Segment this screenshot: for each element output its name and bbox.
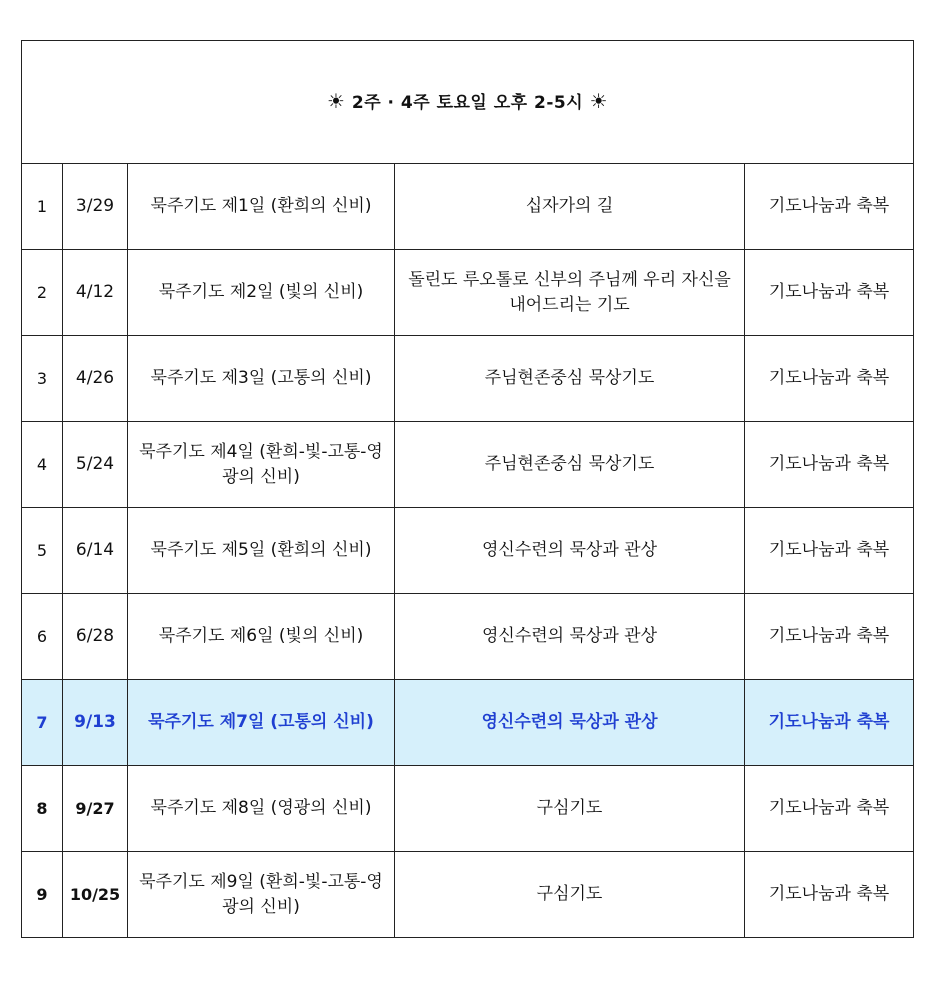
closing-cell: 기도나눔과 축복	[745, 164, 914, 250]
rosary-cell: 묵주기도 제3일 (고통의 신비)	[128, 336, 395, 422]
table-row	[22, 594, 914, 680]
closing-cell: 기도나눔과 축복	[745, 594, 914, 680]
table-row	[22, 422, 914, 508]
program-cell: 영신수련의 묵상과 관상	[395, 680, 745, 766]
program-cell: 주님현존중심 묵상기도	[395, 422, 745, 508]
session-number: 1	[22, 164, 63, 250]
session-date: 9/13	[63, 680, 128, 766]
closing-cell: 기도나눔과 축복	[745, 422, 914, 508]
session-number: 3	[22, 336, 63, 422]
session-date: 6/14	[63, 508, 128, 594]
sun-icon: ☀	[327, 88, 346, 113]
session-number: 7	[22, 680, 63, 766]
rosary-cell: 묵주기도 제6일 (빛의 신비)	[128, 594, 395, 680]
program-cell: 구심기도	[395, 766, 745, 852]
session-date: 4/12	[63, 250, 128, 336]
program-cell: 구심기도	[395, 852, 745, 938]
program-cell: 영신수련의 묵상과 관상	[395, 594, 745, 680]
program-cell: 돌린도 루오톨로 신부의 주님께 우리 자신을 내어드리는 기도	[395, 250, 745, 336]
program-cell: 십자가의 길	[395, 164, 745, 250]
closing-cell: 기도나눔과 축복	[745, 852, 914, 938]
rosary-cell: 묵주기도 제1일 (환희의 신비)	[128, 164, 395, 250]
table-row	[22, 336, 914, 422]
closing-cell: 기도나눔과 축복	[745, 680, 914, 766]
rosary-cell: 묵주기도 제7일 (고통의 신비)	[128, 680, 395, 766]
session-number: 5	[22, 508, 63, 594]
closing-cell: 기도나눔과 축복	[745, 766, 914, 852]
session-number: 4	[22, 422, 63, 508]
session-date: 3/29	[63, 164, 128, 250]
rosary-cell: 묵주기도 제2일 (빛의 신비)	[128, 250, 395, 336]
program-cell: 영신수련의 묵상과 관상	[395, 508, 745, 594]
session-date: 9/27	[63, 766, 128, 852]
program-cell: 주님현존중심 묵상기도	[395, 336, 745, 422]
session-number: 6	[22, 594, 63, 680]
schedule-header	[22, 41, 914, 164]
closing-cell: 기도나눔과 축복	[745, 508, 914, 594]
session-number: 2	[22, 250, 63, 336]
table-row-highlighted	[22, 680, 914, 766]
rosary-cell: 묵주기도 제4일 (환희-빛-고통-영광의 신비)	[128, 422, 395, 508]
schedule-title: 2주 · 4주 토요일 오후 2-5시	[351, 92, 584, 113]
table-row	[22, 852, 914, 938]
session-date: 6/28	[63, 594, 128, 680]
session-date: 10/25	[63, 852, 128, 938]
sun-icon: ☀	[589, 88, 609, 113]
closing-cell: 기도나눔과 축복	[745, 336, 914, 422]
rosary-cell: 묵주기도 제9일 (환희-빛-고통-영광의 신비)	[128, 852, 395, 938]
closing-cell: 기도나눔과 축복	[745, 250, 914, 336]
session-date: 5/24	[63, 422, 128, 508]
session-number: 9	[22, 852, 63, 938]
session-number: 8	[22, 766, 63, 852]
session-date: 4/26	[63, 336, 128, 422]
table-row	[22, 766, 914, 852]
rosary-cell: 묵주기도 제5일 (환희의 신비)	[128, 508, 395, 594]
table-row	[22, 250, 914, 336]
schedule-table	[21, 40, 914, 938]
header-row	[22, 41, 914, 164]
rosary-cell: 묵주기도 제8일 (영광의 신비)	[128, 766, 395, 852]
table-row	[22, 508, 914, 594]
table-row	[22, 164, 914, 250]
